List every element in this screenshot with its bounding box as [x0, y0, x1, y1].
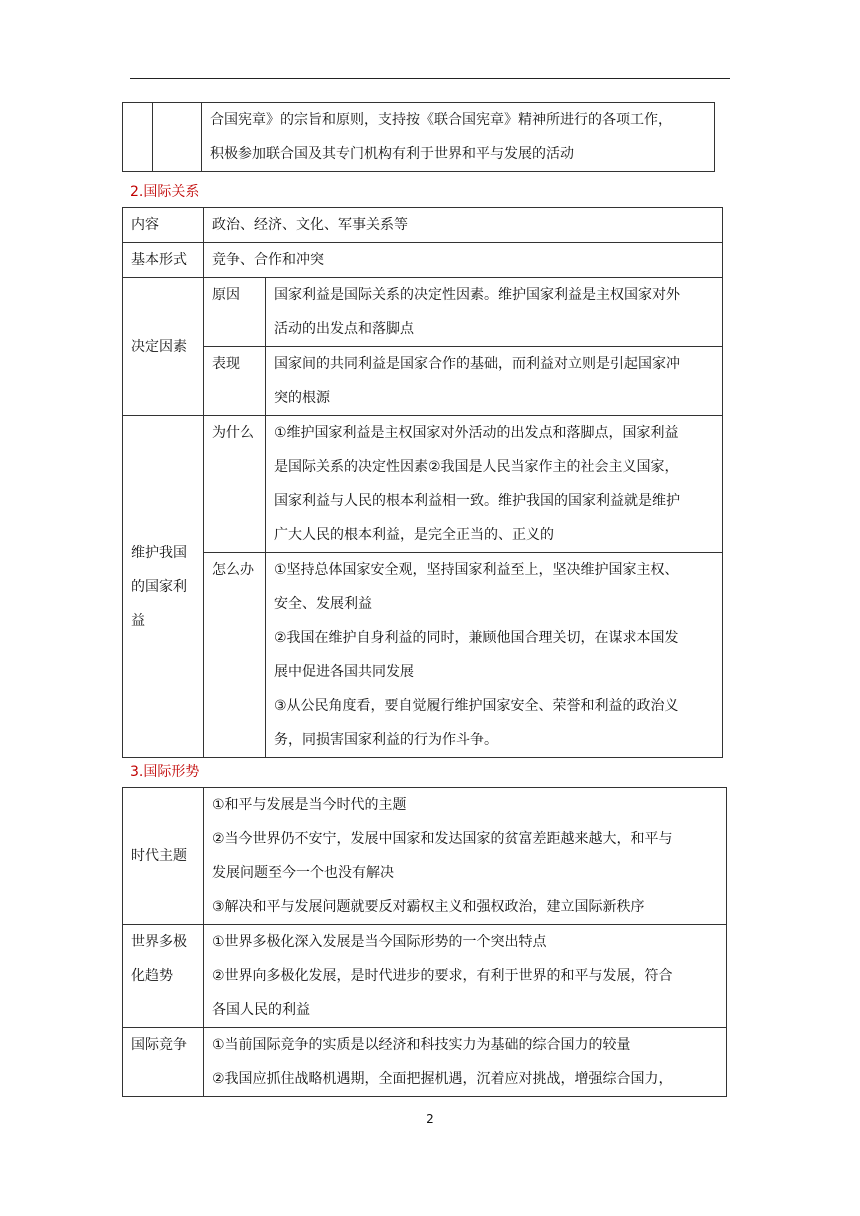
text-line: 突的根源: [274, 390, 330, 406]
text-line: 的国家利: [131, 578, 187, 595]
table-row: [123, 243, 723, 278]
text-line: ①当前国际竞争的实质是以经济和科技实力为基础的综合国力的较量: [212, 1037, 631, 1053]
manifest-text: [266, 347, 723, 416]
text-line: 发展问题至今一个也没有解决: [212, 865, 394, 881]
table-row: [123, 925, 727, 1028]
protect-label: [123, 416, 204, 758]
competition-text: [204, 1028, 727, 1097]
multipolar-text: [204, 925, 727, 1028]
table-row: [123, 103, 715, 172]
manifest-label: 表现: [204, 347, 266, 416]
table-row: [123, 208, 723, 243]
text-line: 合国宪章》的宗旨和原则，支持按《联合国宪章》精神所进行的各项工作，: [210, 112, 672, 128]
text-line: ①坚持总体国家安全观，坚持国家利益至上，坚决维护国家主权、: [274, 562, 679, 578]
table-row: [123, 553, 723, 758]
text-line: 展中促进各国共同发展: [274, 664, 414, 680]
competition-label: 国际竞争: [123, 1028, 204, 1097]
text-line: 务，同损害国家利益的行为作斗争。: [274, 732, 498, 748]
top-table-text: [202, 103, 715, 172]
why-label: 为什么: [204, 416, 266, 553]
content-value: 政治、经济、文化、军事关系等: [204, 208, 723, 243]
text-line: 化趋势: [131, 968, 173, 984]
text-line: ①世界多极化深入发展是当今国际形势的一个突出特点: [212, 934, 547, 950]
text-line: ②当今世界仍不安宁，发展中国家和发达国家的贫富差距越来越大，和平与: [212, 831, 673, 847]
empty-cell: [153, 103, 202, 172]
how-label: 怎么办: [204, 553, 266, 758]
reason-text: [266, 278, 723, 347]
international-situation-table: [122, 787, 727, 1097]
text-line: 益: [131, 612, 145, 629]
text-line: 积极参加联合国及其专门机构有利于世界和平与发展的活动: [210, 146, 574, 162]
why-text: [266, 416, 723, 553]
text-line: 国家利益是国际关系的决定性因素。维护国家利益是主权国家对外: [274, 287, 680, 303]
international-relations-table: [122, 207, 723, 758]
section-3-title: 3.国际形势: [130, 764, 200, 780]
table-row: [123, 347, 723, 416]
reason-label: 原因: [204, 278, 266, 347]
top-table: [122, 102, 715, 172]
section-2-title: 2.国际关系: [130, 184, 200, 200]
text-line: 国家利益与人民的根本利益相一致。维护我国的国家利益就是维护: [274, 493, 680, 509]
table-row: [123, 278, 723, 347]
multipolar-label: [123, 925, 204, 1028]
text-line: 活动的出发点和落脚点: [274, 321, 414, 337]
form-value: 竞争、合作和冲突: [204, 243, 723, 278]
content-label: 内容: [123, 208, 204, 243]
text-line: 广大人民的根本利益，是完全正当的、正义的: [274, 527, 554, 543]
table-row: [123, 416, 723, 553]
decisive-label: 决定因素: [123, 278, 204, 416]
text-line: ③解决和平与发展问题就要反对霸权主义和强权政治，建立国际新秩序: [212, 899, 645, 915]
header-rule: [130, 78, 730, 79]
text-line: 世界多极: [131, 934, 187, 950]
text-line: ②我国应抓住战略机遇期，全面把握机遇，沉着应对挑战，增强综合国力，: [212, 1071, 673, 1087]
form-label: 基本形式: [123, 243, 204, 278]
theme-label: 时代主题: [123, 788, 204, 925]
theme-text: [204, 788, 727, 925]
page-number: 2: [426, 1112, 434, 1126]
text-line: 维护我国: [131, 544, 187, 561]
text-line: 安全、发展利益: [274, 596, 372, 612]
text-line: ②世界向多极化发展，是时代进步的要求，有利于世界的和平与发展，符合: [212, 968, 673, 984]
how-text: [266, 553, 723, 758]
text-line: 各国人民的利益: [212, 1002, 310, 1018]
text-line: ②我国在维护自身利益的同时，兼顾他国合理关切，在谋求本国发: [274, 630, 679, 646]
table-row: [123, 788, 727, 925]
table-row: [123, 1028, 727, 1097]
text-line: ③从公民角度看，要自觉履行维护国家安全、荣誉和利益的政治义: [274, 698, 679, 714]
text-line: ①和平与发展是当今时代的主题: [212, 797, 407, 813]
text-line: 国家间的共同利益是国家合作的基础，而利益对立则是引起国家冲: [274, 356, 680, 372]
empty-cell: [123, 103, 153, 172]
text-line: 是国际关系的决定性因素②我国是人民当家作主的社会主义国家，: [274, 459, 679, 475]
text-line: ①维护国家利益是主权国家对外活动的出发点和落脚点，国家利益: [274, 425, 679, 441]
